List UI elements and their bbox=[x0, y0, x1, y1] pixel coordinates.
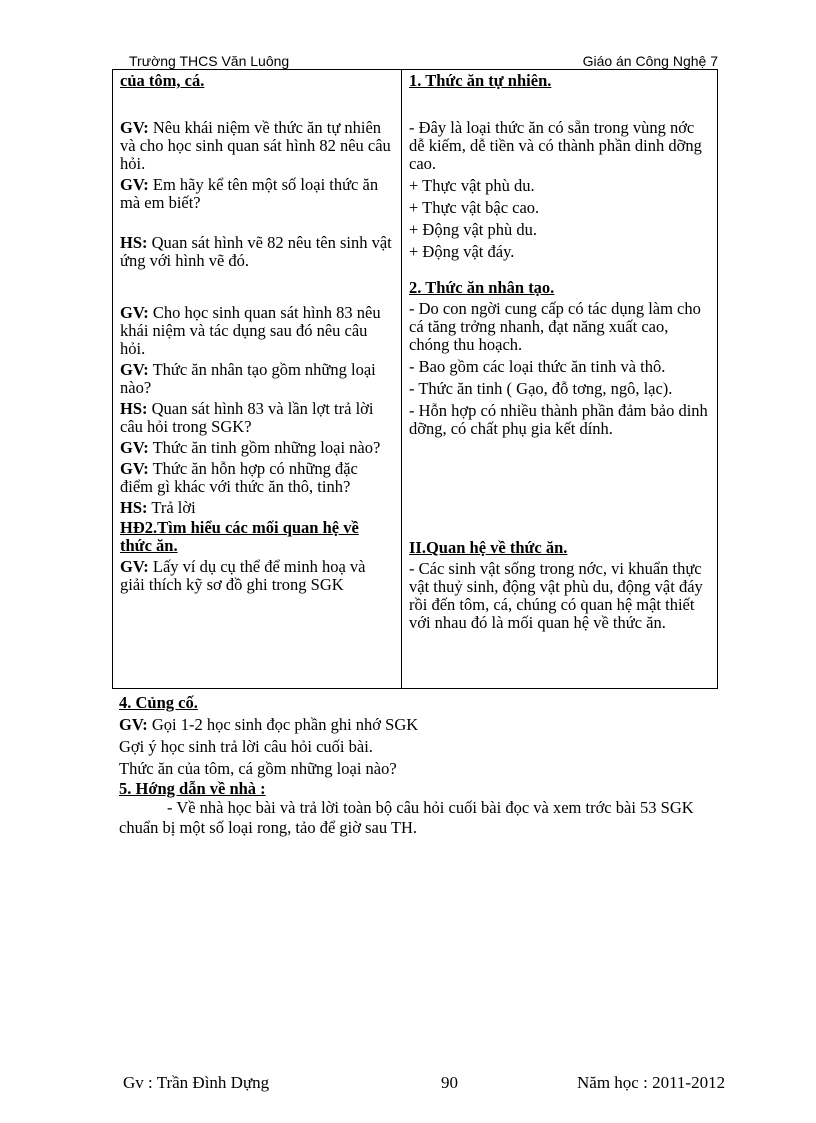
gv-tag: GV: bbox=[119, 715, 148, 734]
hs-answer-2 bbox=[120, 400, 394, 436]
gv-text: Em hãy kể tên một số loại thức ăn mà em biết? bbox=[120, 175, 379, 212]
section-2-heading: 2. Thức ăn nhân tạo. bbox=[409, 278, 555, 297]
hs-tag: HS: bbox=[120, 399, 148, 418]
intro-heading: của tôm, cá. bbox=[120, 71, 205, 90]
content-line: - Thức ăn tinh ( Gạo, đỗ tơng, ngô, lạc). bbox=[409, 379, 673, 398]
gv-text: Cho học sinh quan sát hình 83 nêu khái niệm và tác dụng sau đó nêu câu hỏi. bbox=[120, 303, 381, 358]
gv-text: Lấy ví dụ cụ thể để minh hoạ và giải thích kỹ sơ đồ ghi trong SGK bbox=[120, 557, 366, 594]
huongdan-text: - Về nhà học bài và trả lời toàn bộ câu hỏi cuối bài đọc và xem trớc bài 53 SGK chuẩn bị một số loại rong, tảo để giờ sau TH. bbox=[119, 798, 694, 837]
section-1-heading: 1. Thức ăn tự nhiên. bbox=[409, 71, 552, 90]
lesson-table bbox=[112, 69, 718, 689]
hd2-heading: HĐ2.Tìm hiểu các mối quan hệ về thức ăn. bbox=[120, 518, 359, 555]
cungco-line-2: Gợi ý học sinh trả lời câu hỏi cuối bài. bbox=[119, 737, 373, 756]
gv-tag: GV: bbox=[120, 438, 149, 457]
header-subject: Giáo án Công Nghệ 7 bbox=[582, 53, 718, 69]
gv-tag: GV: bbox=[120, 557, 149, 576]
gv-tag: GV: bbox=[120, 303, 149, 322]
gv-text: Thức ăn nhân tạo gồm những loại nào? bbox=[120, 360, 376, 397]
cungco-line-3: Thức ăn của tôm, cá gồm những loại nào? bbox=[119, 759, 397, 778]
post-table-section bbox=[119, 692, 733, 838]
footer-page-number: 90 bbox=[441, 1073, 458, 1092]
gv-tag: GV: bbox=[120, 360, 149, 379]
hs-text: Trả lời bbox=[151, 498, 196, 517]
gv-question-5 bbox=[120, 439, 394, 457]
content-line: + Thực vật phù du. bbox=[409, 176, 535, 195]
cungco-heading: 4. Củng cố. bbox=[119, 693, 198, 712]
gv-text: Thức ăn tinh gồm những loại nào? bbox=[152, 438, 381, 457]
gv-question-7 bbox=[120, 558, 394, 594]
huongdan-heading: 5. Hớng dẫn về nhà : bbox=[119, 779, 266, 798]
content-line: + Thực vật bậc cao. bbox=[409, 198, 540, 217]
content-line: - Do con ngời cung cấp có tác dụng làm cho cá tăng trởng nhanh, đạt năng xuất cao, chóng thu hoạch. bbox=[409, 299, 701, 354]
content-line: - Hỗn hợp có nhiều thành phần đảm bảo dinh dỡng, có chất phụ gia kết dính. bbox=[409, 401, 708, 438]
gv-tag: GV: bbox=[120, 118, 149, 137]
hs-tag: HS: bbox=[120, 233, 148, 252]
gv-question-2 bbox=[120, 176, 394, 212]
gv-text: Thức ăn hỗn hợp có những đặc điểm gì khác với thức ăn thô, tinh? bbox=[120, 459, 358, 496]
header-school: Trường THCS Văn Luông bbox=[129, 53, 290, 69]
footer-author: Gv : Trần Đình Dựng bbox=[123, 1073, 270, 1092]
teacher-activity-cell bbox=[113, 70, 402, 689]
content-line: - Các sinh vật sống trong nớc, vi khuẩn thực vật thuỷ sinh, động vật phù du, động vật đáy rồi đến tôm, cá, chúng có quan hệ mật thiết với nhau đó là mối quan hệ về thức ăn. bbox=[409, 559, 703, 632]
cungco-text: Gọi 1-2 học sinh đọc phần ghi nhớ SGK bbox=[151, 715, 419, 734]
hs-text: Quan sát hình vẽ 82 nêu tên sinh vật ứng với hình vẽ đó. bbox=[120, 233, 392, 270]
gv-question-1 bbox=[120, 119, 394, 173]
gv-question-4 bbox=[120, 361, 394, 397]
gv-tag: GV: bbox=[120, 175, 149, 194]
gv-text: Nêu khái niệm về thức ăn tự nhiên và cho học sinh quan sát hình 82 nêu câu hỏi. bbox=[120, 118, 391, 173]
content-line: + Động vật đáy. bbox=[409, 242, 515, 261]
content-line: - Bao gồm các loại thức ăn tinh và thô. bbox=[409, 357, 666, 376]
gv-tag: GV: bbox=[120, 459, 149, 478]
hs-tag: HS: bbox=[120, 498, 148, 517]
content-cell bbox=[402, 70, 718, 689]
footer-school-year: Năm học : 2011-2012 bbox=[577, 1073, 726, 1092]
content-line: + Động vật phù du. bbox=[409, 220, 538, 239]
hs-answer-3 bbox=[120, 499, 394, 517]
hs-answer-1 bbox=[120, 234, 394, 270]
cungco-line-1 bbox=[119, 714, 733, 736]
gv-question-6 bbox=[120, 460, 394, 496]
gv-question-3 bbox=[120, 304, 394, 358]
content-line: - Đây là loại thức ăn có sẵn trong vùng nớc dễ kiếm, dễ tiền và có thành phần dinh dỡng cao. bbox=[409, 118, 702, 173]
hs-text: Quan sát hình 83 và lần lợt trả lời câu hỏi trong SGK? bbox=[120, 399, 374, 436]
section-ii-heading: II.Quan hệ về thức ăn. bbox=[409, 538, 568, 557]
